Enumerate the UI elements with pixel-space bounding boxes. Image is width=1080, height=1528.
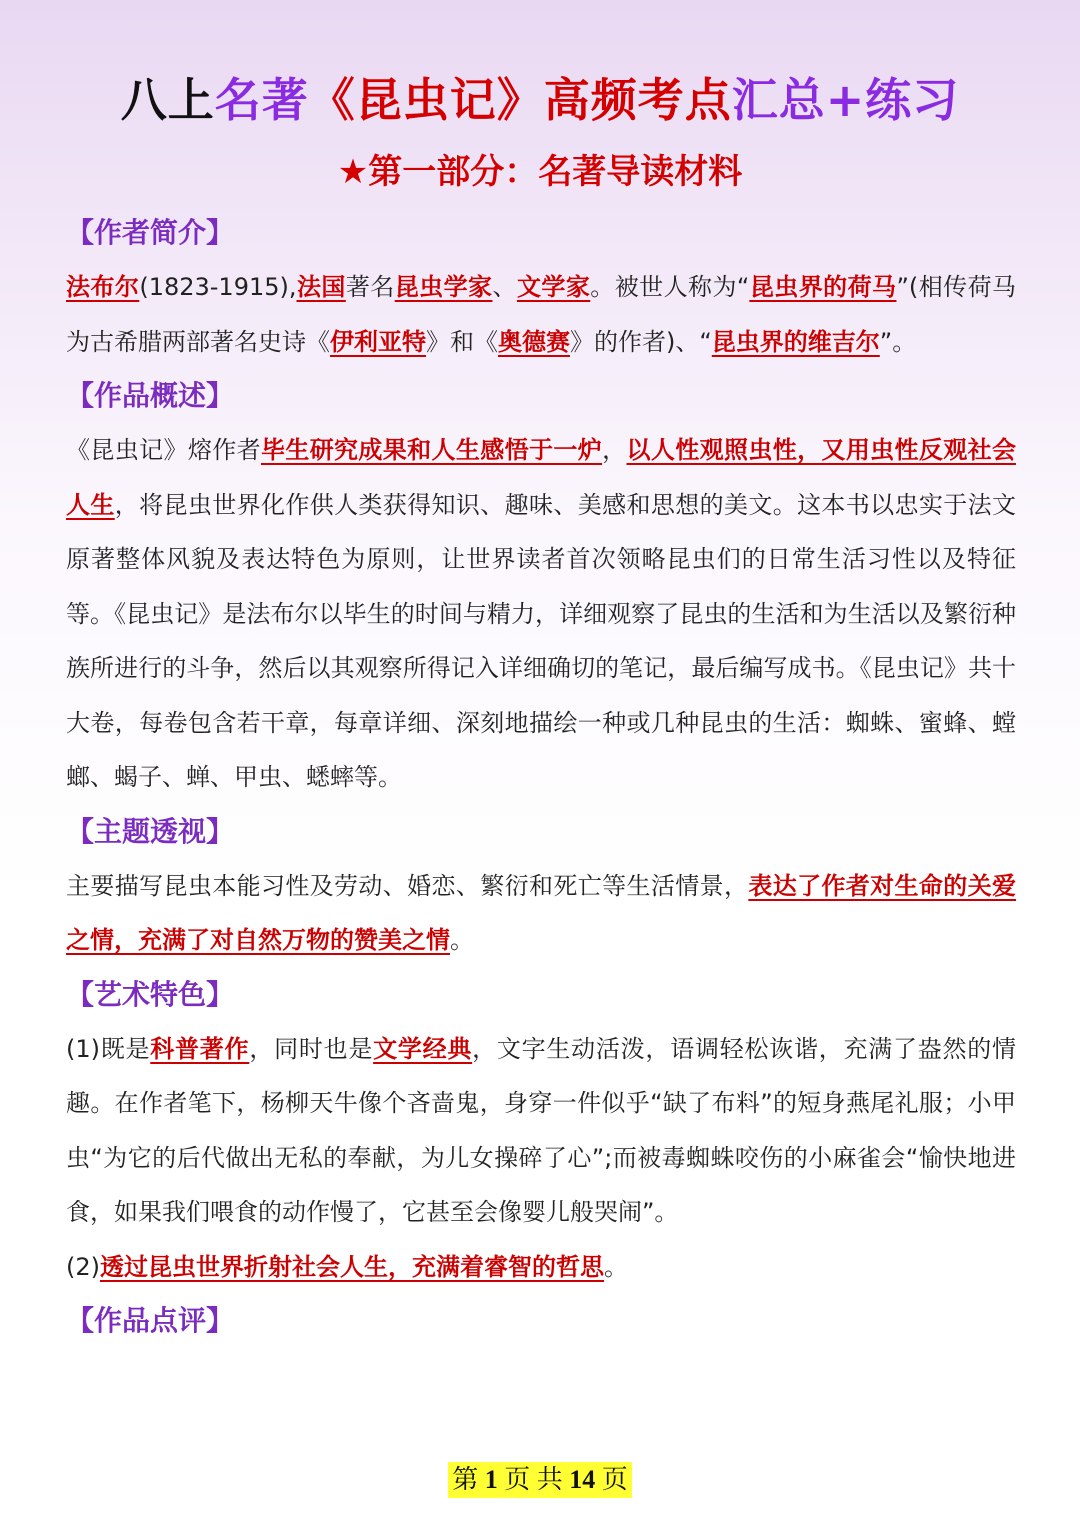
body-text: (1823-1915), bbox=[139, 273, 297, 301]
title-part-classic: 名著 bbox=[214, 73, 309, 127]
body-text: ”。 bbox=[879, 327, 917, 356]
section-heading-theme: 【主题透视】 bbox=[66, 814, 235, 848]
body-text: ”(相传荷马为古希腊两部著名史诗《 bbox=[66, 273, 1017, 356]
author-intro-paragraph bbox=[66, 260, 1016, 369]
body-text: 。 bbox=[604, 1252, 628, 1281]
section-heading-author: 【作者简介】 bbox=[66, 216, 235, 249]
art-feature-paragraph-1 bbox=[66, 1022, 1016, 1240]
key-phrase: 伊利亚特 bbox=[330, 327, 426, 356]
page-suffix: 页 bbox=[595, 1465, 628, 1494]
work-overview-paragraph bbox=[66, 423, 1016, 805]
key-phrase: 法国 bbox=[296, 273, 346, 301]
key-phrase: 昆虫学家 bbox=[394, 273, 493, 301]
total-page-count: 14 bbox=[569, 1465, 596, 1494]
page-number-indicator bbox=[448, 1462, 632, 1498]
theme-paragraph bbox=[66, 859, 1016, 968]
key-phrase: 毕生研究成果和人生感悟于一炉 bbox=[260, 436, 603, 464]
section-heading-review: 【作品点评】 bbox=[66, 1304, 235, 1337]
key-phrase: 奥德赛 bbox=[498, 327, 570, 356]
main-content bbox=[66, 206, 1016, 1348]
body-text: ，同时也是 bbox=[249, 1034, 374, 1063]
current-page-number: 1 bbox=[484, 1465, 498, 1494]
key-phrase: 以人性观照虫性，又用虫性反观社会人生 bbox=[66, 436, 1017, 519]
key-phrase: 科普著作 bbox=[150, 1034, 250, 1063]
title-part-book: 《昆虫记》高频考点 bbox=[308, 73, 732, 127]
key-phrase: 透过昆虫世界折射社会人生，充满着睿智的哲思 bbox=[100, 1252, 604, 1281]
page-middle: 页 共 bbox=[497, 1465, 570, 1494]
body-text: (2) bbox=[66, 1252, 100, 1281]
page-title bbox=[0, 70, 1080, 130]
key-phrase: 法布尔 bbox=[66, 273, 140, 301]
body-text: 》和《 bbox=[426, 327, 498, 356]
section-heading-art: 【艺术特色】 bbox=[66, 977, 235, 1011]
key-phrase: 文学家 bbox=[516, 273, 591, 301]
key-phrase: 表达了作者对生命的关爱之情，充满了对自然万物的赞美之情 bbox=[66, 871, 1017, 954]
part-one-subtitle: ★第一部分：名著导读材料 bbox=[337, 152, 743, 192]
page-footer bbox=[0, 1462, 1080, 1498]
key-phrase: 文学经典 bbox=[373, 1034, 473, 1063]
body-text: 》的作者)、“ bbox=[570, 327, 712, 356]
body-text: 。被世人称为“ bbox=[590, 273, 750, 301]
body-text: 。 bbox=[450, 926, 474, 954]
body-text: 主要描写昆虫本能习性及劳动、婚恋、繁衍和死亡等生活情景， bbox=[66, 871, 749, 900]
section-heading-overview: 【作品概述】 bbox=[66, 379, 235, 412]
body-text: 、 bbox=[492, 273, 517, 301]
title-part-grade: 八上 bbox=[120, 73, 215, 127]
key-phrase: 昆虫界的荷马 bbox=[749, 273, 897, 301]
body-text: 《昆虫记》熔作者 bbox=[66, 436, 261, 464]
page-prefix: 第 bbox=[452, 1465, 485, 1494]
body-text: 著名 bbox=[345, 273, 395, 301]
key-phrase: 昆虫界的维吉尔 bbox=[711, 327, 880, 356]
body-text: (1)既是 bbox=[66, 1034, 151, 1063]
title-part-summary: 汇总+练习 bbox=[731, 73, 960, 127]
body-text: ，将昆虫世界化作供人类获得知识、趣味、美感和思想的美文。这本书以忠实于法文原著整体风貌及表达特色为原则，让世界读者首次领略昆虫们的日常生活习性以及特征等。《昆虫记》是法布尔以毕生的时间与精力，详细观察了昆虫的生活和为生活以及繁衍种族所进行的斗争，然后以其观察所得记入详细确切的笔记，最后编写成书。《昆虫记》共十大卷，每卷包含若干章，每章详细、深刻地描绘一种或几种昆虫的生活：蜘蛛、蜜蜂、螳螂、蝎子、蝉、甲虫、蟋蟀等。 bbox=[66, 490, 1017, 791]
body-text: ，文字生动活泼，语调轻松诙谐，充满了盎然的情趣。在作者笔下，杨柳天牛像个吝啬鬼，身穿一件似乎“缺了布料”的短身燕尾礼服；小甲虫“为它的后代做出无私的奉献，为儿女操碎了心”;而被毒蜘蛛咬伤的小麻雀会“愉快地进食，如果我们喂食的动作慢了，它甚至会像婴儿般哭闹”。 bbox=[66, 1034, 1017, 1226]
art-feature-paragraph-2 bbox=[66, 1240, 1016, 1295]
body-text: ， bbox=[602, 436, 627, 464]
